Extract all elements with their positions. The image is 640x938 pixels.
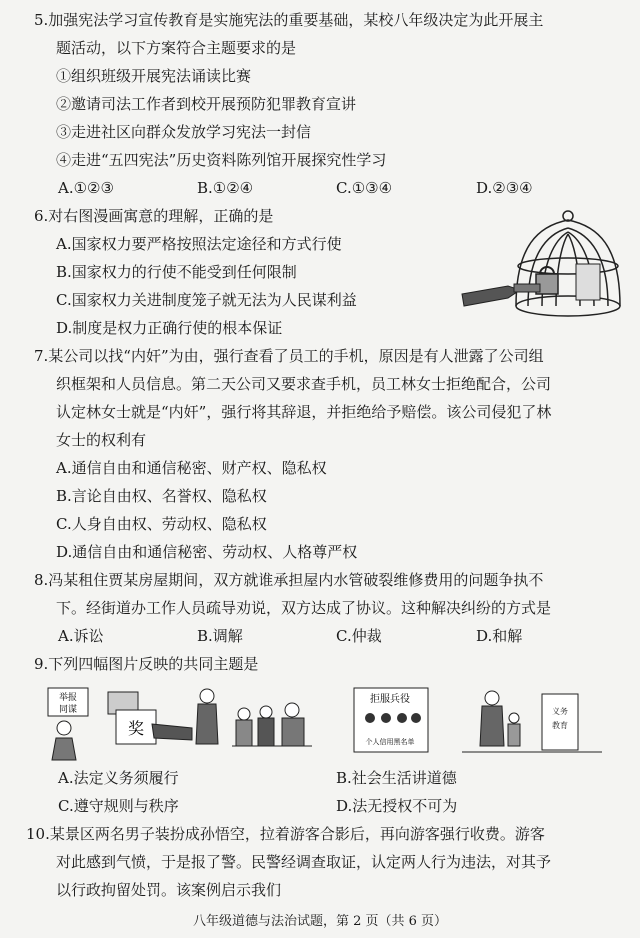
q7-option-c: C.人身自由权、劳动权、隐私权 <box>56 515 267 533</box>
q9-option-d: D.法无授权不可为 <box>336 797 458 815</box>
q10-stem-line: 对此感到气愤，于是报了警。民警经调查取证，认定两人行为违法，对其予 <box>56 853 552 871</box>
q9-option-c: C.遵守规则与秩序 <box>58 797 179 815</box>
q6-option-a: A.国家权力要严格按照法定途径和方式行使 <box>56 235 342 253</box>
q7-stem-line: 女士的权利有 <box>56 431 147 449</box>
report-sign-text-1: 举报 <box>58 693 78 703</box>
q8-option-c: C.仲裁 <box>336 627 382 645</box>
q8-stem-line: 8.冯某租住贾某房屋期间，双方就谁承担屋内水管破裂维修费用的问题争执不 <box>34 571 544 589</box>
picture-3-family <box>196 689 312 746</box>
q8-option-d: D.和解 <box>476 627 523 645</box>
q5-stem-line-2: 题活动，以下方案符合主题要求的是 <box>56 39 297 57</box>
q5-item: ④走进“五四宪法”历史资料陈列馆开展探究性学习 <box>56 151 387 169</box>
q7-stem-line: 7.某公司以找“内奸”为由，强行查看了员工的手机，原因是有人泄露了公司组 <box>34 347 544 365</box>
picture-1-report-sign <box>48 688 88 760</box>
q5-option-b: B.①②④ <box>197 179 254 197</box>
q5-option-c: C.①③④ <box>336 179 393 197</box>
picture-2-award <box>108 692 192 744</box>
q5-option-a: A.①②③ <box>58 179 114 197</box>
q5-option-d: D.②③④ <box>476 179 533 197</box>
q10-stem-line: 以行政拘留处罚。该案例启示我们 <box>56 881 282 899</box>
picture-4-banner <box>354 688 428 752</box>
q7-stem-line: 织框架和人员信息。第二天公司又要求查手机，员工林女士拒绝配合，公司 <box>56 375 552 393</box>
cage-cartoon-image <box>458 206 628 326</box>
q7-stem-line: 认定林女士就是“内奸”，强行将其辞退，并拒绝给予赔偿。该公司侵犯了林 <box>56 403 552 421</box>
report-sign-text-2: 同谋 <box>58 705 78 715</box>
award-text: 奖 <box>127 719 145 738</box>
book-text-2: 教育 <box>552 721 568 730</box>
q5-item: ②邀请司法工作者到校开展预防犯罪教育宣讲 <box>56 95 357 113</box>
q10-stem-line: 10.某景区两名男子装扮成孙悟空，拉着游客合影后，再向游客强行收费。游客 <box>26 825 545 843</box>
q8-stem-line: 下。经街道办工作人员疏导劝说，双方达成了协议。这种解决纠纷的方式是 <box>56 599 552 617</box>
list-text: 个人信用黑名单 <box>365 738 415 746</box>
q9-stem: 9.下列四幅图片反映的共同主题是 <box>34 655 259 673</box>
q7-option-b: B.言论自由权、名誉权、隐私权 <box>56 487 267 505</box>
q6-option-c: C.国家权力关进制度笼子就无法为人民谋利益 <box>56 291 357 309</box>
q7-option-d: D.通信自由和通信秘密、劳动权、人格尊严权 <box>56 543 358 561</box>
q6-option-d: D.制度是权力正确行使的根本保证 <box>56 319 283 337</box>
q7-option-a: A.通信自由和通信秘密、财产权、隐私权 <box>56 459 327 477</box>
q9-option-b: B.社会生活讲道德 <box>336 769 457 787</box>
q6-option-b: B.国家权力的行使不能受到任何限制 <box>56 263 297 281</box>
banner-text: 拒服兵役 <box>370 694 410 705</box>
page-footer: 八年级道德与法治试题，第 2 页（共 6 页） <box>192 914 448 929</box>
q9-pictures <box>42 684 628 764</box>
q6-stem: 6.对右图漫画寓意的理解，正确的是 <box>34 207 274 225</box>
book-text-1: 义务 <box>552 707 568 716</box>
q5-item: ③走进社区向群众发放学习宪法一封信 <box>56 123 312 141</box>
picture-5-education <box>462 691 602 752</box>
q5-stem-line-1: 5.加强宪法学习宣传教育是实施宪法的重要基础，某校八年级决定为此开展主 <box>34 11 544 29</box>
q9-option-a: A.法定义务须履行 <box>58 769 179 787</box>
q8-option-b: B.调解 <box>197 627 243 645</box>
q5-item: ①组织班级开展宪法诵读比赛 <box>56 67 252 85</box>
q8-option-a: A.诉讼 <box>58 627 104 645</box>
